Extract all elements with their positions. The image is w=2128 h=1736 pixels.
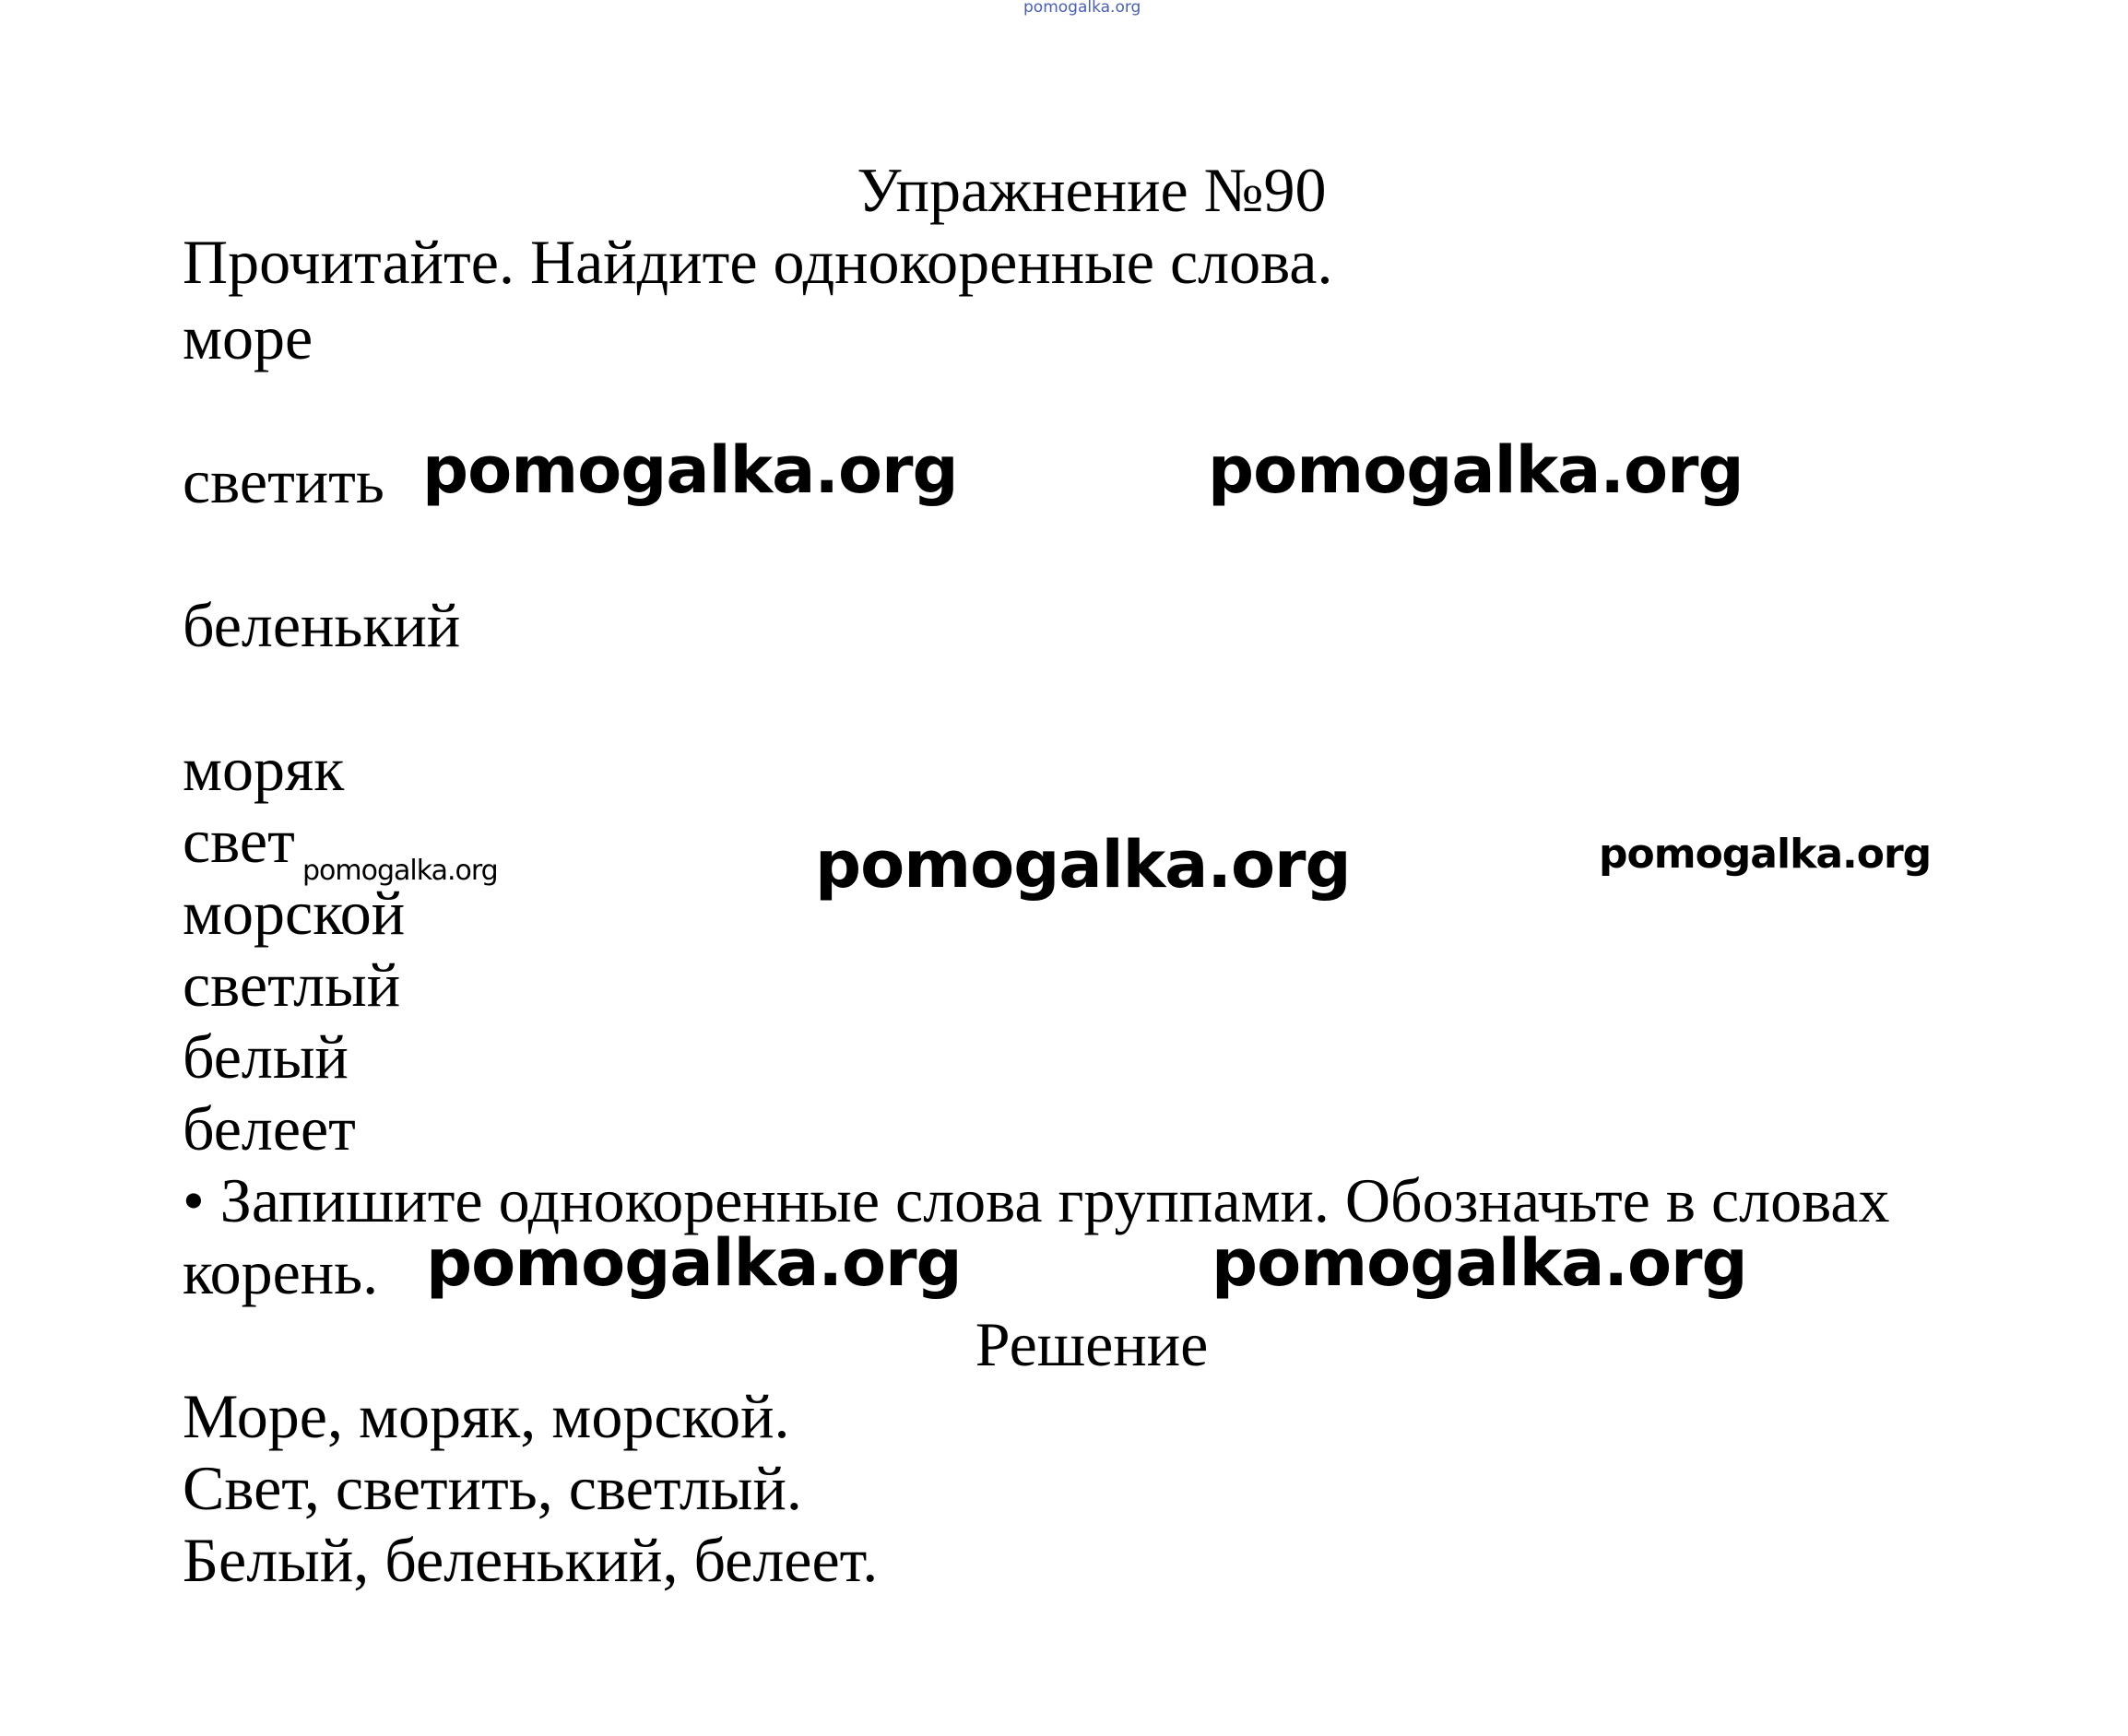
watermark: pomogalka.org [1599, 831, 1932, 878]
watermark: pomogalka.org [1208, 432, 1744, 508]
watermark: pomogalka.org [302, 855, 498, 887]
task-text: Прочитайте. Найдите однокоренные слова. [183, 227, 1333, 297]
watermark: pomogalka.org [815, 827, 1351, 903]
instruction-line-1: • Запишите однокоренные слова группами. Обозначьте в словах [183, 1165, 1890, 1235]
watermark: pomogalka.org [422, 432, 958, 508]
word-3: беленький [183, 590, 461, 660]
exercise-title: Упражнение №90 [857, 155, 1327, 225]
word-8: белый [183, 1022, 349, 1092]
solution-line-2: Свет, светить, светлый. [183, 1453, 802, 1523]
word-2: светить [183, 446, 384, 516]
solution-line-1: Море, моряк, морской. [183, 1381, 790, 1451]
word-4: моряк [183, 734, 345, 804]
solution-heading: Решение [975, 1309, 1209, 1379]
word-6: морской [183, 878, 406, 948]
watermark: pomogalka.org [1212, 1225, 1747, 1301]
word-9: белеет [183, 1093, 356, 1163]
word-7: светлый [183, 950, 401, 1020]
watermark: pomogalka.org [426, 1225, 962, 1301]
instruction-line-2: корень. [183, 1237, 379, 1307]
word-5: свет [183, 806, 295, 876]
solution-line-3: Белый, беленький, белеет. [183, 1525, 879, 1595]
header-watermark: pomogalka.org [1023, 0, 1141, 17]
word-1: море [183, 302, 313, 372]
